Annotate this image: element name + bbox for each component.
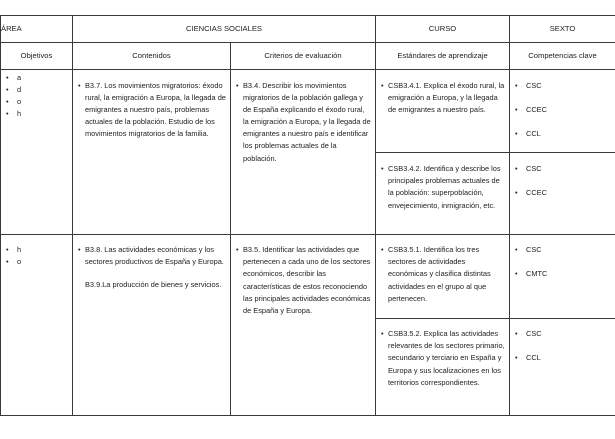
- bullet-icon: •: [381, 329, 384, 339]
- header-row: [1, 16, 615, 43]
- competencias-cell: [510, 70, 615, 153]
- column-header-row: [1, 43, 615, 70]
- competencia-badge: • CCL: [515, 352, 615, 364]
- table-row: [1, 235, 615, 319]
- list-item: • o: [6, 256, 72, 268]
- estandar-item: [381, 163, 506, 211]
- curso-value-cell: [510, 16, 615, 43]
- estandar-cell: [376, 70, 510, 153]
- area-label-cell: [1, 16, 73, 43]
- criterio-item: [236, 80, 372, 165]
- competencias-list: [510, 153, 615, 199]
- estandar-text: CSB3.4.1. Explica el éxodo rural, la emigración a Europa, y la llegada de emigrantes a nuestro país.: [388, 81, 505, 115]
- contenido-item: [78, 80, 227, 140]
- estandar-item: [381, 244, 506, 304]
- competencia-badge: • CCEC: [515, 104, 615, 116]
- estandar-item: [381, 328, 506, 388]
- contenidos-cell: [73, 70, 231, 235]
- bullet-icon: •: [381, 81, 384, 90]
- competencias-cell: [510, 319, 615, 416]
- criterio-cell: [231, 235, 376, 416]
- objetivos-list: [1, 70, 72, 120]
- list-item: • d: [6, 84, 72, 96]
- list-item: • h: [6, 244, 72, 256]
- estandar-cell: [376, 153, 510, 235]
- bullet-icon: •: [236, 245, 239, 255]
- competencia-badge: • CSC: [515, 328, 615, 340]
- competencia-badge: • CCL: [515, 128, 615, 140]
- competencia-badge: • CSC: [515, 163, 615, 175]
- competencias-cell: [510, 153, 615, 235]
- objetivos-cell: [1, 70, 73, 235]
- bullet-icon: •: [381, 164, 384, 174]
- bullet-icon: •: [236, 81, 239, 90]
- curso-label: CURSO: [428, 23, 457, 33]
- estandar-item: [381, 80, 506, 116]
- estandar-cell: [376, 235, 510, 319]
- bullet-icon: •: [78, 245, 81, 255]
- estandar-cell: [376, 319, 510, 416]
- col-header-objetivos: Objetivos: [1, 43, 73, 70]
- competencia-badge: • CSC: [515, 244, 615, 256]
- criterio-cell: [231, 70, 376, 235]
- col-header-competencias: Competencias clave: [510, 43, 615, 70]
- area-label: ÁREA: [1, 23, 22, 33]
- contenido-text: B3.8. Las actividades económicas y los sectores productivos de España y Europa.: [85, 245, 224, 267]
- col-header-contenidos: Contenidos: [73, 43, 231, 70]
- criterio-text: B3.4. Describir los movimientos migratorios de la población gallega y de España explicando el éxodo rural, la emigración a Europa, y la llegada de emigrantes a nuestro país e identificar los problemas actuales de la población.: [243, 81, 371, 163]
- competencias-list: [510, 235, 615, 280]
- bullet-icon: •: [78, 81, 81, 90]
- list-item: • h: [6, 108, 72, 120]
- table-row: [1, 70, 615, 153]
- curso-value: SEXTO: [549, 23, 576, 33]
- bullet-icon: •: [381, 245, 384, 255]
- col-header-criterios: Criterios de evaluación: [231, 43, 376, 70]
- list-item: • a: [6, 72, 72, 84]
- competencia-badge: • CCEC: [515, 187, 615, 199]
- competencia-badge: • CMTC: [515, 268, 615, 280]
- contenido-text: B3.9.La producción de bienes y servicios.: [85, 280, 222, 290]
- criterio-item: [236, 244, 372, 317]
- objetivos-cell: [1, 235, 73, 416]
- competencias-list: [510, 319, 615, 364]
- estandar-text: CSB3.5.1. Identifica los tres sectores de actividades económicas y clasifica distintas actividades en el grupo al que pertenecen.: [388, 245, 491, 303]
- contenidos-cell: [73, 235, 231, 416]
- curriculum-table: [0, 15, 615, 416]
- estandar-text: CSB3.5.2. Explica las actividades relevantes de los sectores primario, secundario y terciario en España y Europa y sus localizaciones en los territorios correspondientes.: [388, 329, 505, 387]
- estandar-text: CSB3.4.2. Identifica y describe los principales problemas actuales de la población: superpoblación, envejecimiento, inmigración, etc.: [388, 164, 501, 210]
- contenido-text: B3.7. Los movimientos migratorios: éxodo rural, la emigración a Europa, la llegada de emigrantes a nuestro país, problemas actuales de la población. Estudio de los movimientos migratorios de la familia.: [85, 81, 226, 139]
- subject-name: CIENCIAS SOCIALES: [186, 23, 262, 33]
- list-item: • o: [6, 96, 72, 108]
- subject-cell: [73, 16, 376, 43]
- curso-label-cell: [376, 16, 510, 43]
- contenido-item: [78, 244, 227, 291]
- competencias-list: [510, 70, 615, 140]
- objetivos-list: [1, 235, 72, 268]
- competencia-badge: • CSC: [515, 80, 615, 92]
- criterio-text: B3.5. Identificar las actividades que pertenecen a cada uno de los sectores económicos, describir las características de estos reconociendo las principales actividades económicas de España y Europa.: [243, 245, 371, 315]
- col-header-estandares: Estándares de aprendizaje: [376, 43, 510, 70]
- competencias-cell: [510, 235, 615, 319]
